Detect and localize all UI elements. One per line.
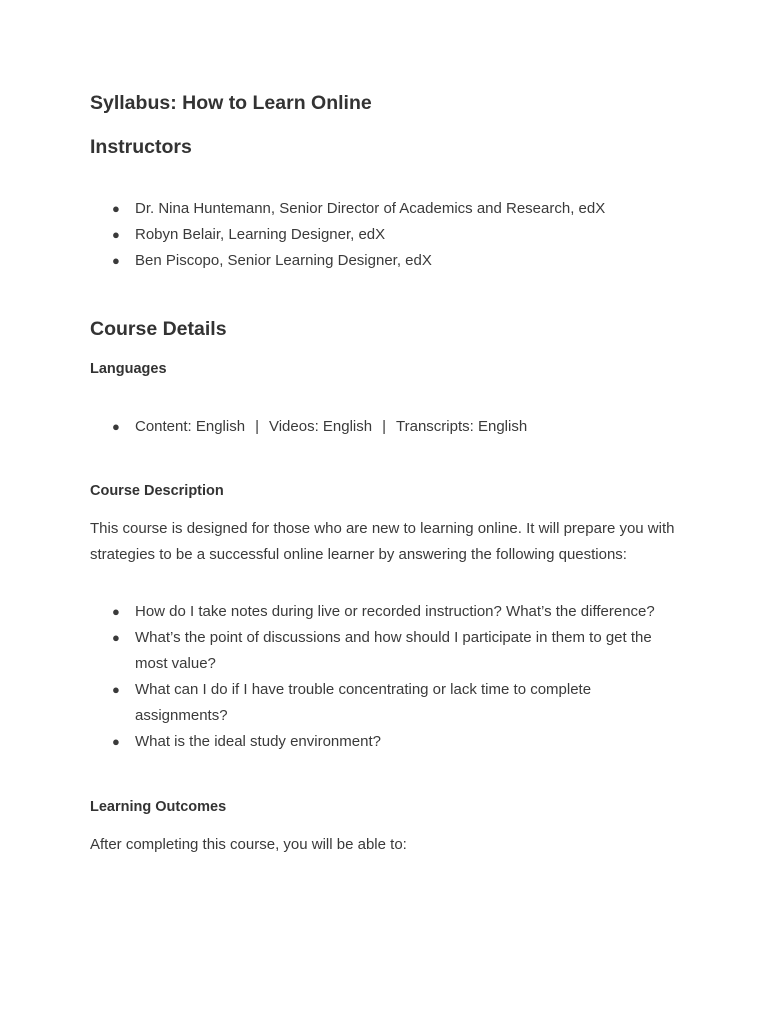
list-item <box>90 599 680 625</box>
question-text: What’s the point of discussions and how should I participate in them to get the most value? <box>135 629 652 672</box>
instructor-name: Dr. Nina Huntemann, Senior Director of Academics and Research, edX <box>135 200 606 217</box>
learning-outcomes-intro: After completing this course, you will be able to: <box>90 836 407 853</box>
learning-outcomes-heading: Learning Outcomes <box>90 799 227 815</box>
course-description-text: This course is designed for those who are new to learning online. It will prepare you with strategies to be a successful online learner by answering the following questions: <box>90 520 675 563</box>
language-content: Content: English <box>135 418 246 435</box>
languages-heading: Languages <box>90 361 167 377</box>
list-item <box>90 414 680 440</box>
list-item <box>90 222 680 248</box>
instructors-heading: Instructors <box>90 136 192 158</box>
list-item <box>90 729 680 755</box>
instructor-name: Robyn Belair, Learning Designer, edX <box>135 226 386 243</box>
question-text: What can I do if I have trouble concentrating or lack time to complete assignments? <box>135 681 592 724</box>
bullet-icon: ● <box>112 630 120 645</box>
bullet-icon: ● <box>112 201 120 216</box>
instructor-name: Ben Piscopo, Senior Learning Designer, edX <box>135 252 432 269</box>
questions-list <box>90 599 680 755</box>
list-item <box>90 625 680 677</box>
language-videos: Videos: English <box>268 418 373 435</box>
list-item <box>90 196 680 222</box>
bullet-icon: ● <box>112 682 120 697</box>
list-item <box>90 248 680 274</box>
course-details-heading: Course Details <box>90 318 227 340</box>
bullet-icon: ● <box>112 253 120 268</box>
languages-list <box>90 414 680 440</box>
language-transcripts: Transcripts: English <box>396 418 528 435</box>
question-text: What is the ideal study environment? <box>135 733 381 750</box>
separator: | <box>382 418 387 435</box>
separator: | <box>255 418 259 435</box>
page-title: Syllabus: How to Learn Online <box>90 92 372 114</box>
list-item <box>90 677 680 729</box>
bullet-icon: ● <box>112 227 120 242</box>
bullet-icon: ● <box>112 604 120 619</box>
bullet-icon: ● <box>112 419 120 434</box>
instructors-list <box>90 196 680 274</box>
course-description-heading: Course Description <box>90 483 224 499</box>
question-text: How do I take notes during live or recorded instruction? What’s the difference? <box>135 603 655 620</box>
bullet-icon: ● <box>112 734 120 749</box>
